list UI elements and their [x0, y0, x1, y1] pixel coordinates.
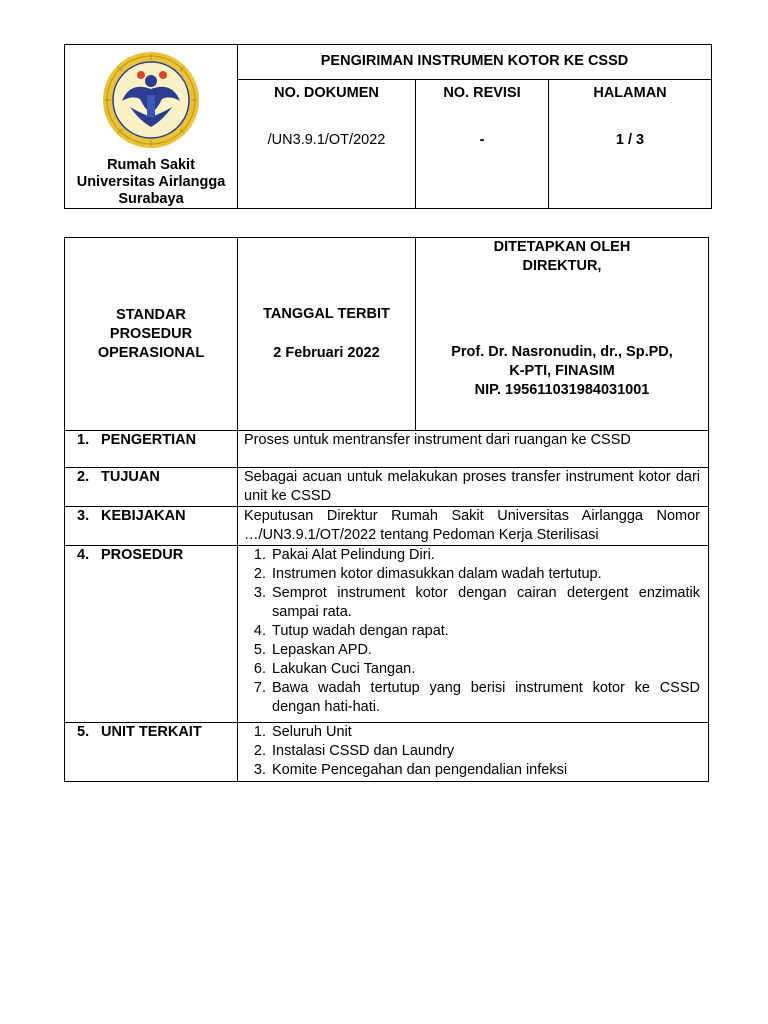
document-header-table: [64, 44, 712, 209]
approval-line: DIREKTUR,: [522, 258, 602, 274]
list-item: 2. Instrumen kotor dimasukkan dalam wadah tertutup.: [270, 565, 700, 584]
page-label: HALAMAN: [593, 85, 667, 102]
doc-number-cell: [238, 80, 416, 209]
signer-nip: NIP. 195611031984031001: [474, 382, 650, 398]
list-item: 5. Lepaskan APD.: [270, 641, 700, 660]
section-label: 1. PENGERTIAN: [65, 431, 238, 468]
list-item: 1. Pakai Alat Pelindung Diri.: [270, 546, 700, 565]
list-item: 6. Lakukan Cuci Tangan.: [270, 660, 700, 679]
page-cell: [549, 80, 712, 209]
sop-content-table: [64, 237, 709, 782]
list-item: 1. Seluruh Unit: [270, 723, 700, 742]
section-row: [65, 468, 709, 507]
list-item: 3. Semprot instrument kotor dengan cairan detergent enzimatik sampai rata.: [270, 584, 700, 622]
sop-title-line: OPERASIONAL: [97, 344, 205, 361]
document-title: PENGIRIMAN INSTRUMEN KOTOR KE CSSD: [238, 45, 712, 80]
issue-date-value: 2 Februari 2022: [273, 345, 380, 361]
section-row: [65, 431, 709, 468]
section-row: [65, 723, 709, 782]
revision-value: -: [479, 132, 485, 149]
section-content: Proses untuk mentransfer instrument dari ruangan ke CSSD: [238, 431, 709, 468]
issue-date-label: TANGGAL TERBIT: [263, 306, 390, 322]
section-content: Sebagai acuan untuk melakukan proses transfer instrument kotor dari unit ke CSSD: [238, 468, 709, 507]
sop-title-line: STANDAR: [116, 306, 186, 323]
list-item: 3. Komite Pencegahan dan pengendalian infeksi: [270, 761, 700, 780]
approval-line: DITETAPKAN OLEH: [493, 239, 631, 255]
org-line: Universitas Airlangga: [76, 174, 226, 190]
section-row: [65, 546, 709, 723]
signer-name: Prof. Dr. Nasronudin, dr., Sp.PD,: [451, 344, 673, 360]
logo-cell: [65, 45, 238, 209]
revision-cell: [416, 80, 549, 209]
revision-label: NO. REVISI: [443, 85, 521, 102]
section-label: 3. KEBIJAKAN: [65, 507, 238, 546]
section-label: 5. UNIT TERKAIT: [65, 723, 238, 782]
approval-cell: [416, 238, 709, 431]
list-item: 7. Bawa wadah tertutup yang berisi instrument kotor ke CSSD dengan hati-hati.: [270, 679, 700, 717]
procedure-list: [244, 546, 700, 717]
related-units-cell: [238, 723, 709, 782]
issue-date-cell: [238, 238, 416, 431]
related-units-list: [244, 723, 700, 780]
organization-name: [65, 157, 237, 208]
list-item: 2. Instalasi CSSD dan Laundry: [270, 742, 700, 761]
doc-number-label: NO. DOKUMEN: [274, 85, 379, 102]
procedure-list-cell: [238, 546, 709, 723]
section-label: 2. TUJUAN: [65, 468, 238, 507]
page-value: 1 / 3: [615, 132, 645, 149]
section-content: Keputusan Direktur Rumah Sakit Universitas Airlangga Nomor …/UN3.9.1/OT/2022 tentang Pedoman Kerja Sterilisasi: [238, 507, 709, 546]
org-line: Surabaya: [118, 191, 184, 207]
signer-title: K-PTI, FINASIM: [509, 363, 615, 379]
university-seal-icon: [100, 51, 202, 149]
section-label: 4. PROSEDUR: [65, 546, 238, 723]
doc-number-value: /UN3.9.1/OT/2022: [267, 132, 386, 149]
list-item: 4. Tutup wadah dengan rapat.: [270, 622, 700, 641]
org-line: Rumah Sakit: [107, 157, 195, 173]
sop-title-cell: [65, 238, 238, 431]
sop-title-line: PROSEDUR: [109, 325, 193, 342]
section-row: [65, 507, 709, 546]
